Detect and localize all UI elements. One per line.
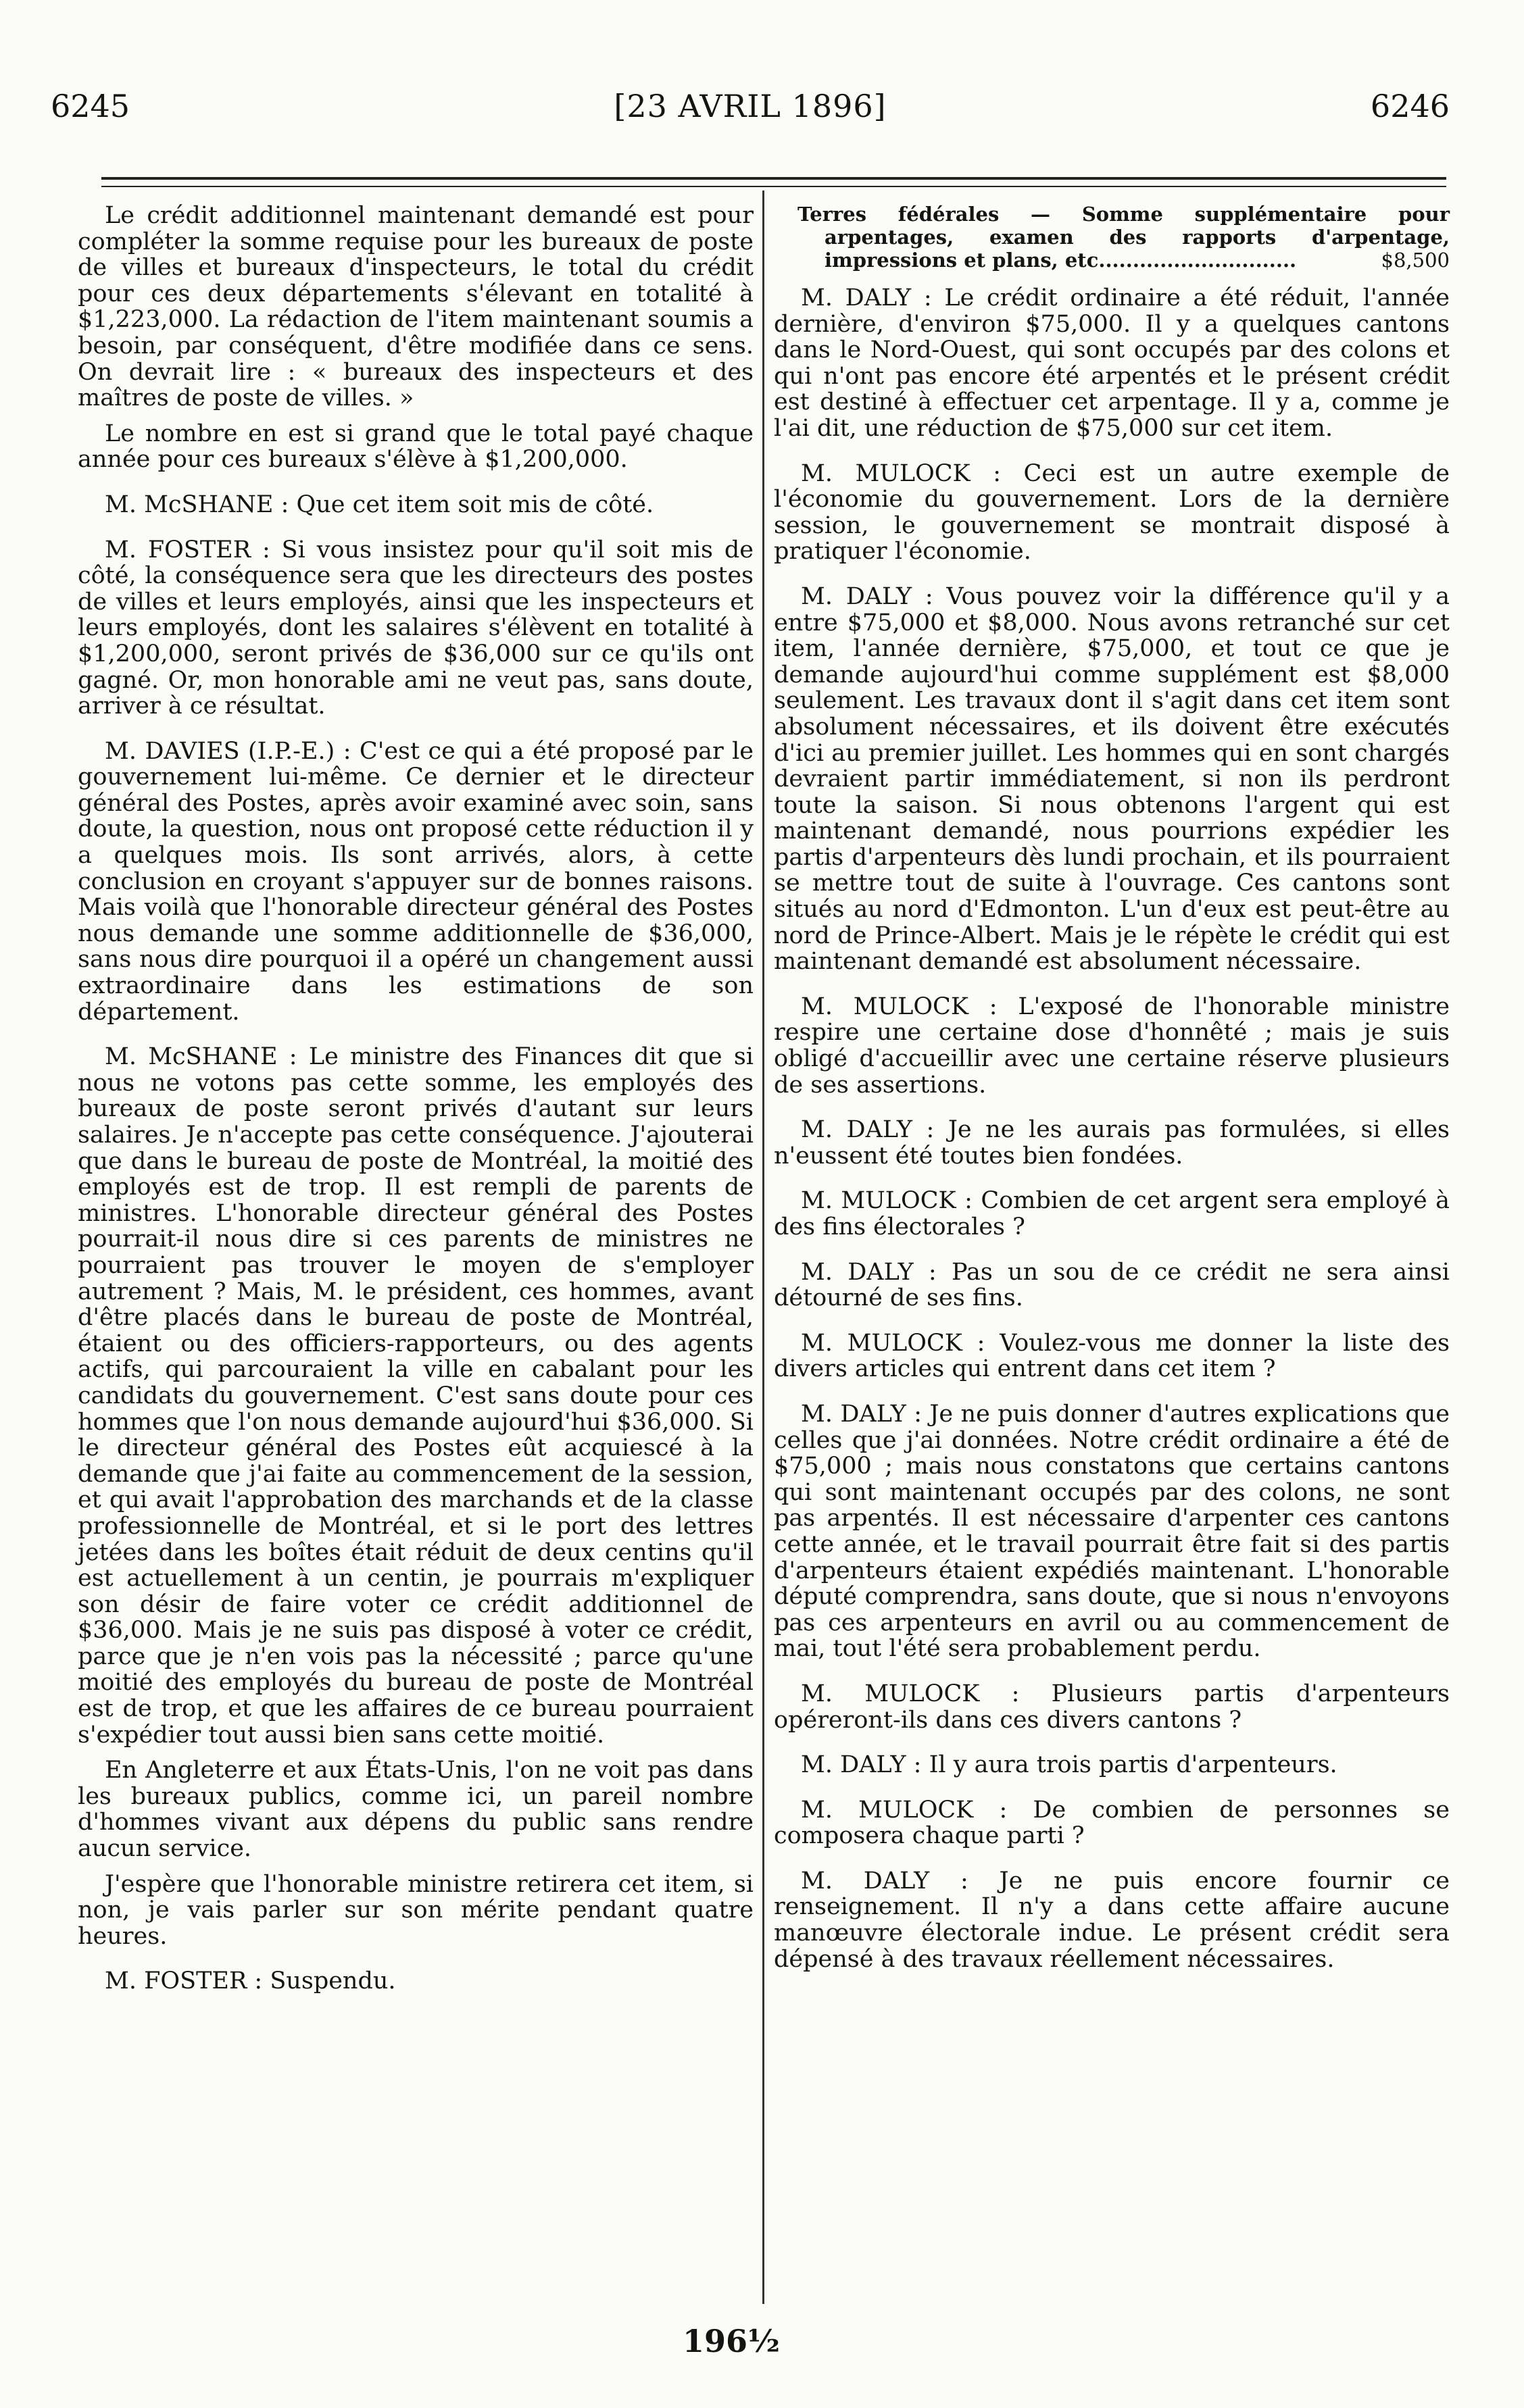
estimate-item [774, 203, 1450, 272]
paragraph: M. DALY : Je ne les aurais pas formulées, si elles n'eussent été toutes bien fondées. [774, 1116, 1450, 1170]
paragraph: M. MULOCK : Plusieurs partis d'arpenteurs opéreront-ils dans ces divers cantons ? [774, 1680, 1450, 1734]
paragraph: M. MULOCK : Voulez-vous me donner la liste des divers articles qui entrent dans cet item ? [774, 1329, 1450, 1383]
paragraph: M. McSHANE : Le ministre des Finances dit que si nous ne votons pas cette somme, les employés des bureaux de poste seront privés d'autant sur leurs salaires. Je n'accepte pas cette conséquence. J'ajouterai que dans le bureau de poste de Montréal, la moitié des employés est de trop. Il est rempli de parents de ministres. L'honorable directeur général des Postes pourrait-il nous dire si ces parents de ministres ne pourraient pas trouver le moyen de s'employer autrement ? Mais, M. le président, ces hommes, avant d'être placés dans le bureau de poste de Montréal, étaient ou des officiers-rapporteurs, ou des agents actifs, qui parcouraient la ville en cabalant pour les candidats du gouvernement. C'est sans doute pour ces hommes que l'on nous demande aujourd'hui $36,000. Si le directeur général des Postes eût acquiescé à la demande que j'ai faite au commencement de la session, et qui avait l'approbation des marchands et de la classe professionnelle de Montréal, et si le port des lettres jetées dans les boîtes était réduit de deux centins qu'il est actuellement à un centin, je pourrais m'expliquer son désir de faire voter ce crédit additionnel de $36,000. Mais je ne suis pas disposé à voter ce crédit, parce que je n'en vois pas la nécessité ; parce qu'une moitié des employés du bureau de poste de Montréal est de trop, et que les affaires de ce bureau pourraient s'expédier tout aussi bien sans cette moitié. [78, 1043, 754, 1749]
paragraph: M. DALY : Pas un sou de ce crédit ne sera ainsi détourné de ses fins. [774, 1258, 1450, 1312]
page-header [51, 88, 1450, 128]
page-number-right: 6246 [1370, 88, 1450, 124]
paragraph: M. FOSTER : Suspendu. [105, 1967, 396, 1995]
estimate-item-text: Terres fédérales — Somme supplémentaire pour arpentages, examen des rapports d'arpentage, impressions et plans, etc............................. [797, 203, 1450, 272]
paragraph: M. McSHANE : Que cet item soit mis de côté. [105, 491, 654, 518]
paragraph: M. MULOCK : Combien de cet argent sera employé à des fins électorales ? [774, 1187, 1450, 1240]
page-date: [23 AVRIL 1896] [614, 88, 887, 124]
paragraph: M. MULOCK : L'exposé de l'honorable ministre respire une certaine dose d'honnêté ; mais je suis obligé d'accueillir avec une certaine réserve plusieurs de ses assertions. [774, 993, 1450, 1099]
paragraph: M. DALY : Je ne puis encore fournir ce renseignement. Il n'y a dans cette affaire aucune manœuvre électorale indue. Le présent crédit sera dépensé à des travaux réellement nécessaires. [774, 1867, 1450, 1973]
signature-mark: 196½ [683, 2323, 780, 2359]
left-column [78, 203, 754, 2004]
header-rule-thick [101, 177, 1446, 180]
paragraph: M. DALY : Vous pouvez voir la différence qu'il y a entre $75,000 et $8,000. Nous avons retranché sur cet item, l'année dernière, $75,000, et tout ce que je demande aujourd'hui comme supplément est $8,000 seulement. Les travaux dont il s'agit dans cet item sont absolument nécessaires, et ils doivent être exécutés d'ici au premier juillet. Les hommes qui en sont chargés devraient partir immédiatement, si non ils perdront toute la saison. Si nous obtenons l'argent qui est maintenant demandé, nous pourrions expédier les partis d'arpenteurs dès lundi prochain, et ils pourraient se mettre tout de suite à l'ouvrage. Ces cantons sont situés au nord d'Edmonton. L'un d'eux est peut-être au nord de Prince-Albert. Mais je le répète le crédit qui est maintenant demandé est absolument nécessaire. [774, 582, 1450, 976]
paragraph: M. DALY : Je ne puis donner d'autres explications que celles que j'ai données. Notre crédit ordinaire a été de $75,000 ; mais nous constatons que certains cantons qui sont maintenant occupés par des colons, ne sont pas arpentés. Il est nécessaire d'arpenter ces cantons cette année, et le travail pourrait être fait si des partis d'arpenteurs étaient expédiés maintenant. L'honorable député comprendra, sans doute, que si nous n'envoyons pas ces arpenteurs en avril ou au commencement de mai, tout l'été sera probablement perdu. [774, 1400, 1450, 1663]
paragraph: En Angleterre et aux États-Unis, l'on ne voit pas dans les bureaux publics, comme ici, un pareil nombre d'hommes vivant aux dépens du public sans rendre aucun service. [78, 1757, 754, 1863]
paragraph: M. FOSTER : Si vous insistez pour qu'il soit mis de côté, la conséquence sera que les directeurs des postes de villes et leurs employés, ainsi que les inspecteurs et leurs employés, dont les salaires s'élèvent en totalité à $1,200,000, seront privés de $36,000 sur ce qu'ils ont gagné. Or, mon honorable ami ne veut pas, sans doute, arriver à ce résultat. [78, 536, 754, 720]
paragraph: Le crédit additionnel maintenant demandé est pour compléter la somme requise pour les bureaux de poste de villes et bureaux d'inspecteurs, le total du crédit pour ces deux départements s'élevant en totalité à $1,223,000. La rédaction de l'item maintenant soumis a besoin, par conséquent, d'être modifiée dans ce sens. On devrait lire : « bureaux des inspecteurs et des maîtres de poste de villes. » [78, 202, 754, 412]
estimate-item-amount: $8,500 [1381, 249, 1450, 272]
paragraph: J'espère que l'honorable ministre retirera cet item, si non, je vais parler sur son mérite pendant quatre heures. [78, 1870, 754, 1950]
right-column [774, 203, 1450, 1982]
paragraph: M. DAVIES (I.P.-E.) : C'est ce qui a été proposé par le gouvernement lui-même. Ce dernier et le directeur général des Postes, après avoir examiné avec soin, sans doute, la question, nous ont proposé cette réduction il y a quelques mois. Ils sont arrivés, alors, à cette conclusion en croyant s'appuyer sur de bonnes raisons. Mais voilà que l'honorable directeur général des Postes nous demande une somme additionnelle de $36,000, sans nous dire pourquoi il a opéré un changement aussi extraordinaire dans les estimations de son département. [78, 737, 754, 1026]
paragraph: M. MULOCK : De combien de personnes se composera chaque parti ? [774, 1796, 1450, 1850]
page-number-left: 6245 [51, 88, 130, 124]
paragraph: M. MULOCK : Ceci est un autre exemple de l'économie du gouvernement. Lors de la dernière session, le gouvernement se montrait disposé à pratiquer l'économie. [774, 459, 1450, 566]
paragraph: M. DALY : Le crédit ordinaire a été réduit, l'année dernière, d'environ $75,000. Il y a quelques cantons dans le Nord-Ouest, qui sont occupés par des colons et qui n'ont pas encore été arpentés et le présent crédit est destiné à effectuer cet arpentage. Il y a, comme je l'ai dit, une réduction de $75,000 sur cet item. [774, 284, 1450, 442]
column-divider [762, 191, 764, 2304]
header-rule-thin [101, 186, 1446, 187]
paragraph: Le nombre en est si grand que le total payé chaque année pour ces bureaux s'élève à $1,200,000. [78, 420, 754, 474]
paragraph: M. DALY : Il y aura trois partis d'arpenteurs. [801, 1751, 1337, 1779]
